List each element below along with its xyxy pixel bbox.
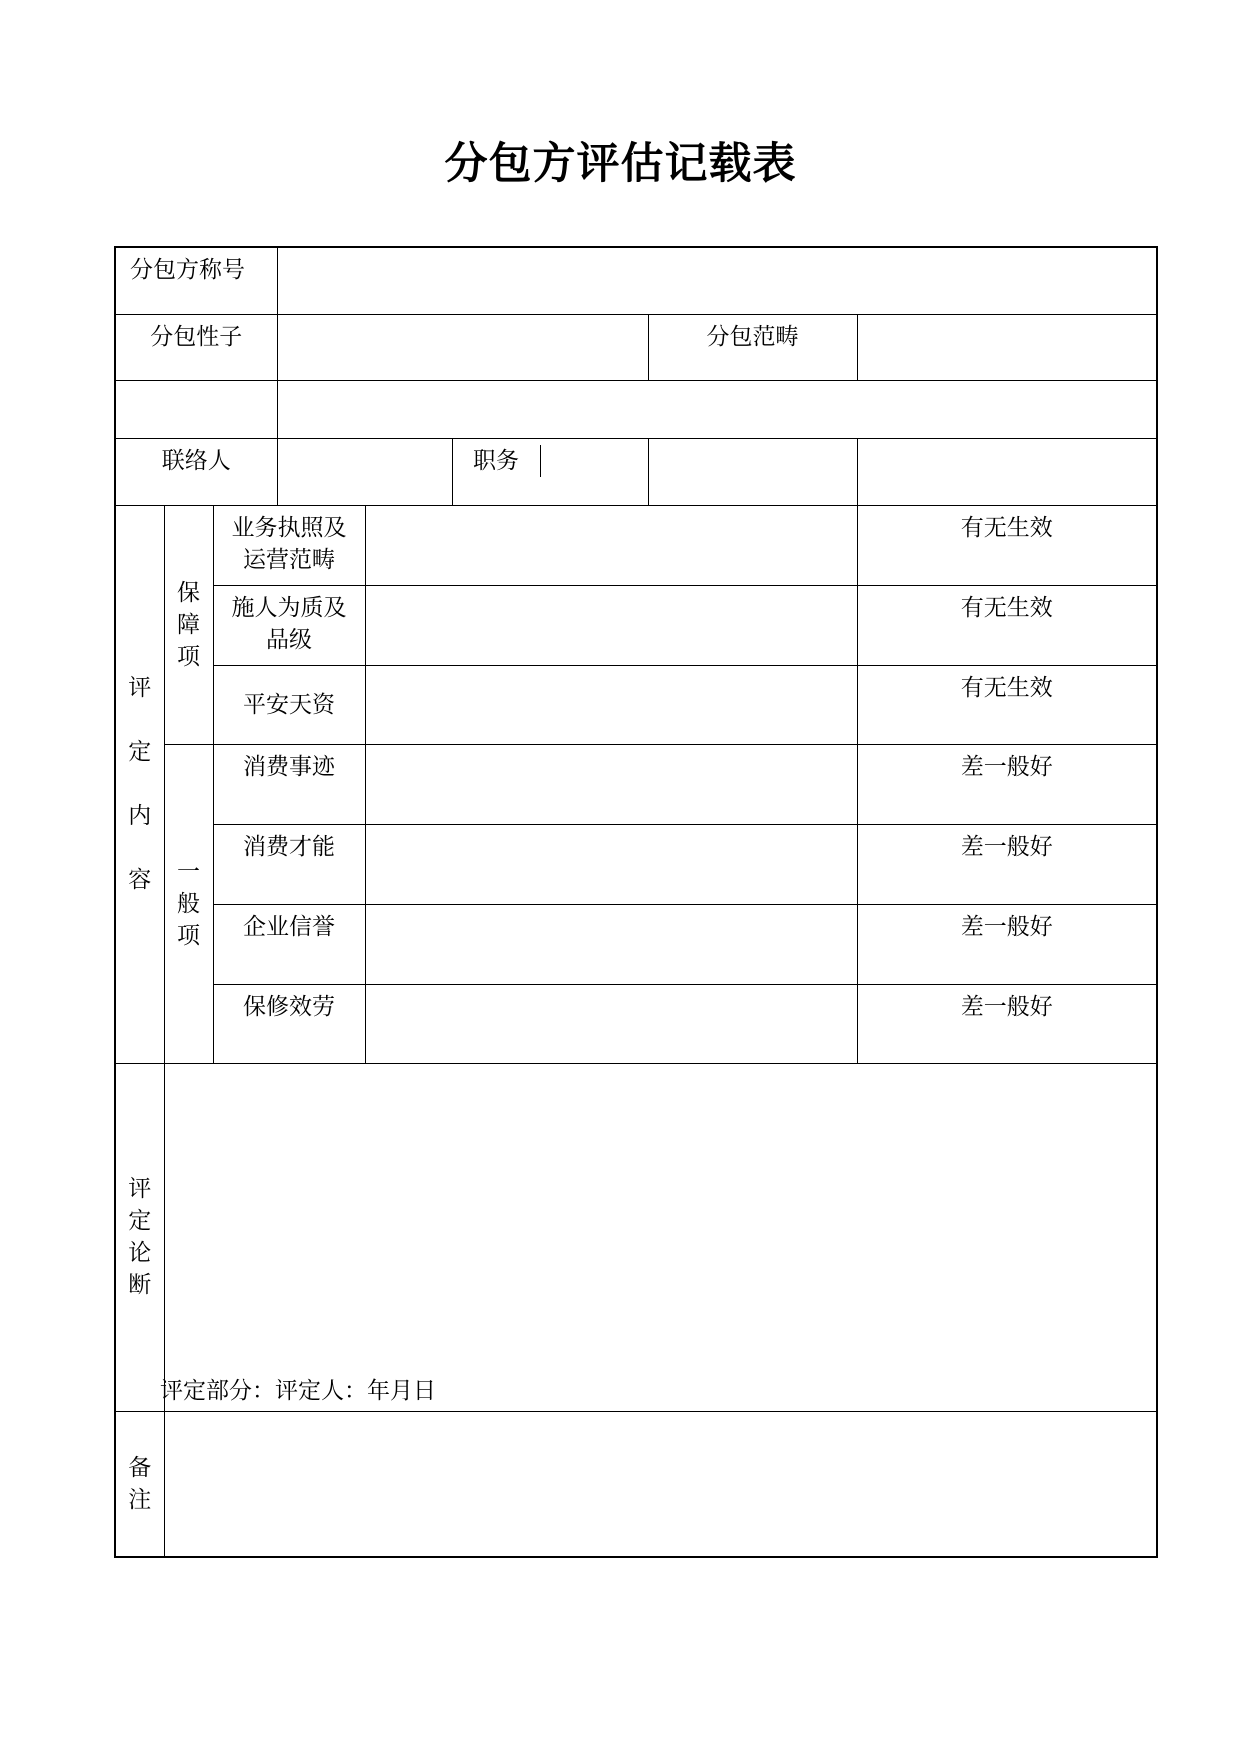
general-item-rating: 差一般好 (857, 984, 1157, 1063)
guarantee-item-name: 业务执照及运营范畴 (213, 505, 365, 585)
general-item-name: 消费事迹 (213, 744, 365, 824)
contact-extra-field[interactable] (857, 438, 1157, 505)
name-row (115, 247, 1157, 314)
guarantee-item-field[interactable] (365, 585, 857, 665)
blank-row (115, 380, 1157, 438)
nature-row (115, 314, 1157, 380)
guarantee-item-field[interactable] (365, 665, 857, 744)
general-item-row (115, 744, 1157, 824)
position-field[interactable] (541, 445, 648, 477)
general-item-rating: 差一般好 (857, 744, 1157, 824)
guarantee-label: 保障项 (164, 505, 213, 744)
guarantee-item-field[interactable] (365, 505, 857, 585)
position-extra-field[interactable] (648, 438, 857, 505)
guarantee-item-row (115, 665, 1157, 744)
remarks-row (115, 1411, 1157, 1557)
contact-field[interactable] (277, 438, 452, 505)
general-item-row (115, 904, 1157, 984)
scope-label: 分包范畴 (648, 314, 857, 380)
name-field[interactable] (277, 247, 1157, 314)
nature-label: 分包性子 (115, 314, 277, 380)
guarantee-item-row (115, 585, 1157, 665)
guarantee-item-rating: 有无生效 (857, 665, 1157, 744)
guarantee-item-name: 施人为质及品级 (213, 585, 365, 665)
general-item-field[interactable] (365, 744, 857, 824)
guarantee-item-rating: 有无生效 (857, 505, 1157, 585)
general-item-name: 保修效劳 (213, 984, 365, 1063)
guarantee-item-rating: 有无生效 (857, 585, 1157, 665)
guarantee-item-row (115, 505, 1157, 585)
general-item-row (115, 824, 1157, 904)
blank-field[interactable] (277, 380, 1157, 438)
general-item-field[interactable] (365, 984, 857, 1063)
blank-label-cell[interactable] (115, 380, 277, 438)
remarks-field[interactable] (164, 1411, 1157, 1557)
guarantee-item-name: 平安天资 (213, 665, 365, 744)
general-label: 一般项 (164, 744, 213, 1063)
nature-field[interactable] (277, 314, 648, 380)
contact-row (115, 438, 1157, 505)
scope-field[interactable] (857, 314, 1157, 380)
conclusion-field[interactable] (164, 1063, 1157, 1411)
general-item-name: 消费才能 (213, 824, 365, 904)
sign-line: 评定部分：评定人：年月日 (160, 1378, 436, 1404)
position-cell (452, 438, 648, 505)
general-item-rating: 差一般好 (857, 904, 1157, 984)
contact-label: 联络人 (115, 438, 277, 505)
conclusion-row (115, 1063, 1157, 1411)
position-label: 职务 (453, 445, 541, 477)
remarks-label: 备注 (115, 1411, 164, 1557)
general-item-rating: 差一般好 (857, 824, 1157, 904)
name-label: 分包方称号 (115, 247, 277, 314)
page-title: 分包方评估记载表 (444, 139, 797, 189)
general-item-row (115, 984, 1157, 1063)
general-item-name: 企业信誉 (213, 904, 365, 984)
general-item-field[interactable] (365, 824, 857, 904)
evaluation-form-table (114, 246, 1158, 1558)
eval-content-label: 评定内容 (115, 505, 164, 1063)
conclusion-label: 评定论断 (115, 1063, 164, 1411)
general-item-field[interactable] (365, 904, 857, 984)
